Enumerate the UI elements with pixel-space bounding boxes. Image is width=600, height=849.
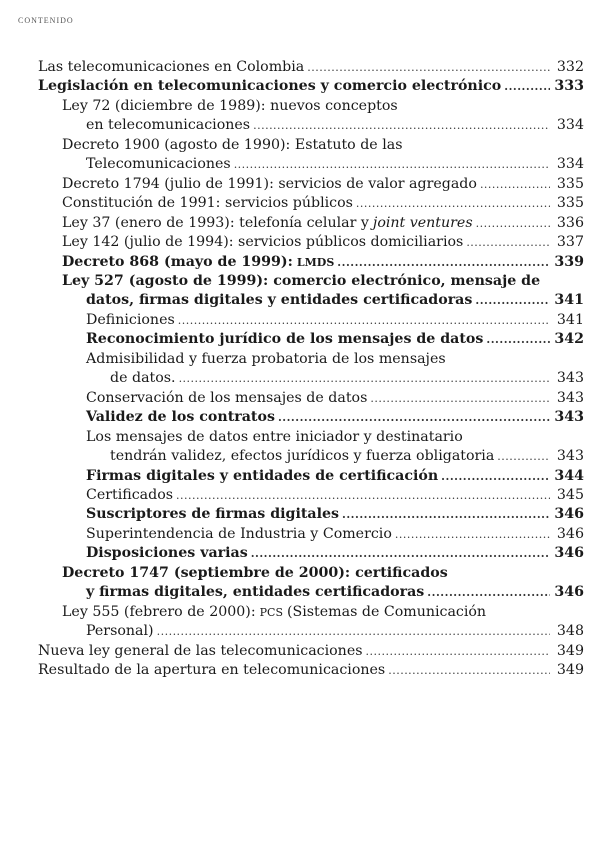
toc-page-number: 334 <box>556 117 584 134</box>
toc-entry[interactable] <box>38 233 584 252</box>
toc-page-number: 349 <box>556 662 584 679</box>
toc-leader-dots <box>480 175 550 194</box>
toc-entry-text: Ley 555 (febrero de 2000): <box>62 603 256 620</box>
toc-entry-text: Decreto 868 (mayo de 1999): <box>62 253 293 270</box>
toc-entry[interactable] <box>38 58 584 77</box>
toc-page-number: 346 <box>554 545 584 562</box>
toc-entry-italic: joint ventures <box>372 214 473 231</box>
toc-leader-dots <box>278 408 550 427</box>
toc-entry-text: Ley 72 (diciembre de 1989): nuevos conceptos <box>62 97 398 114</box>
toc-entry-text: Nueva ley general de las telecomunicaciones <box>38 642 363 659</box>
toc-leader-dots <box>476 214 550 233</box>
toc-entry[interactable] <box>38 350 584 389</box>
toc-entry[interactable] <box>38 77 584 96</box>
toc-leader-dots <box>342 505 550 524</box>
toc-entry[interactable] <box>38 525 584 544</box>
toc-leader-dots <box>388 661 550 680</box>
toc-entry-text: Legislación en telecomunicaciones y comercio electrónico <box>38 78 502 95</box>
table-of-contents <box>38 58 584 681</box>
toc-entry[interactable] <box>38 467 584 486</box>
toc-entry-text: Las telecomunicaciones en Colombia <box>38 59 305 75</box>
toc-entry-text: Suscriptores de firmas digitales <box>86 506 339 523</box>
toc-page-number: 346 <box>554 584 584 601</box>
toc-entry-text: Decreto 1900 (agosto de 1990): Estatuto de las <box>62 136 403 153</box>
toc-entry-text: Personal) <box>86 623 154 640</box>
toc-entry[interactable] <box>38 661 584 680</box>
toc-leader-dots <box>395 525 550 544</box>
toc-entry[interactable] <box>38 642 584 661</box>
toc-page-number: 346 <box>556 525 584 542</box>
toc-entry-text: Validez de los contratos <box>86 409 275 426</box>
toc-leader-dots <box>370 389 550 408</box>
toc-entry[interactable] <box>38 486 584 505</box>
toc-entry-text: Conservación de los mensajes de datos <box>86 389 368 406</box>
toc-entry-text: Telecomunicaciones <box>86 156 231 173</box>
toc-entry-acronym: LMDS <box>296 255 335 269</box>
toc-leader-dots <box>356 194 550 213</box>
toc-entry[interactable] <box>38 603 584 642</box>
toc-entry-text: Firmas digitales y entidades de certificación <box>86 467 439 484</box>
toc-entry-text: Definiciones <box>86 311 175 328</box>
toc-page-number: 341 <box>556 311 584 328</box>
toc-page-number: 336 <box>556 214 584 231</box>
toc-entry-text: Los mensajes de datos entre iniciador y destinatario <box>86 428 463 445</box>
toc-page-number: 339 <box>554 253 584 270</box>
toc-page-number: 335 <box>556 195 584 212</box>
toc-leader-dots <box>337 253 550 272</box>
toc-entry[interactable] <box>38 97 584 136</box>
toc-entry-text: Ley 527 (agosto de 1999): comercio electrónico, mensaje de <box>62 272 541 289</box>
toc-entry-text: en telecomunicaciones <box>86 117 251 134</box>
toc-page-number: 349 <box>556 642 584 659</box>
toc-leader-dots <box>366 642 551 661</box>
toc-leader-dots <box>466 233 550 252</box>
toc-page-number: 343 <box>556 448 584 465</box>
toc-leader-dots <box>157 622 550 641</box>
toc-entry[interactable] <box>38 544 584 563</box>
toc-entry-text-tail: (Sistemas de Comunicación <box>286 603 487 620</box>
toc-page-number: 344 <box>554 467 584 484</box>
toc-entry-text: Certificados <box>86 486 174 503</box>
toc-entry-text: y firmas digitales, entidades certificadoras <box>86 584 425 601</box>
toc-page-number: 335 <box>556 175 584 192</box>
toc-page-number: 346 <box>554 506 584 523</box>
toc-page-number: 342 <box>554 331 584 348</box>
toc-entry[interactable] <box>38 311 584 330</box>
toc-leader-dots <box>475 291 550 310</box>
toc-entry[interactable] <box>38 272 584 311</box>
toc-entry-text: Disposiciones varias <box>86 545 248 562</box>
toc-entry-text: Reconocimiento jurídico de los mensajes de datos <box>86 331 484 348</box>
toc-page-number: 337 <box>556 234 584 251</box>
toc-entry[interactable] <box>38 389 584 408</box>
toc-entry[interactable] <box>38 408 584 427</box>
toc-page-number: 343 <box>554 409 584 426</box>
toc-page-number: 343 <box>556 389 584 406</box>
toc-leader-dots <box>504 77 550 96</box>
toc-page-number: 345 <box>556 486 584 503</box>
toc-entry-text: de datos. <box>110 370 176 387</box>
toc-entry[interactable] <box>38 505 584 524</box>
toc-entry-text: tendrán validez, efectos jurídicos y fuerza obligatoria <box>110 448 495 465</box>
toc-leader-dots <box>427 583 550 602</box>
toc-leader-dots <box>179 369 550 388</box>
toc-entry-text: Ley 37 (enero de 1993): telefonía celular y <box>62 214 369 231</box>
toc-leader-dots <box>253 116 550 135</box>
toc-leader-dots <box>178 311 550 330</box>
toc-entry-text: Decreto 1794 (julio de 1991): servicios de valor agregado <box>62 175 477 192</box>
toc-entry[interactable] <box>38 428 584 467</box>
toc-entry-text: datos, firmas digitales y entidades certificadoras <box>86 292 473 309</box>
toc-entry-text: Constitución de 1991: servicios públicos <box>62 195 353 212</box>
toc-page-number: 348 <box>556 623 584 640</box>
toc-page-number: 343 <box>556 370 584 387</box>
toc-entry-text: Ley 142 (julio de 1994): servicios públicos domiciliarios <box>62 234 464 251</box>
toc-entry-acronym: PCS <box>259 605 283 619</box>
toc-leader-dots <box>307 58 550 77</box>
running-head: CONTENIDO <box>18 16 74 25</box>
toc-entry[interactable] <box>38 194 584 213</box>
toc-entry-text: Superintendencia de Industria y Comercio <box>86 525 392 542</box>
toc-leader-dots <box>497 447 550 466</box>
toc-page-number: 341 <box>554 292 584 309</box>
toc-page-number: 334 <box>556 156 584 173</box>
toc-entry[interactable] <box>38 253 584 272</box>
toc-entry-text: Decreto 1747 (septiembre de 2000): certificados <box>62 564 448 581</box>
toc-page-number: 333 <box>554 78 584 95</box>
toc-entry[interactable] <box>38 564 584 603</box>
toc-entry[interactable] <box>38 214 584 233</box>
toc-leader-dots <box>251 544 550 563</box>
toc-entry[interactable] <box>38 136 584 175</box>
toc-entry[interactable] <box>38 330 584 349</box>
toc-leader-dots <box>441 467 550 486</box>
toc-leader-dots <box>176 486 550 505</box>
toc-page-number: 332 <box>556 59 584 75</box>
toc-leader-dots <box>486 330 550 349</box>
toc-entry-text: Resultado de la apertura en telecomunicaciones <box>38 662 386 679</box>
toc-entry-text: Admisibilidad y fuerza probatoria de los mensajes <box>86 350 446 367</box>
toc-entry[interactable] <box>38 175 584 194</box>
toc-leader-dots <box>234 155 550 174</box>
